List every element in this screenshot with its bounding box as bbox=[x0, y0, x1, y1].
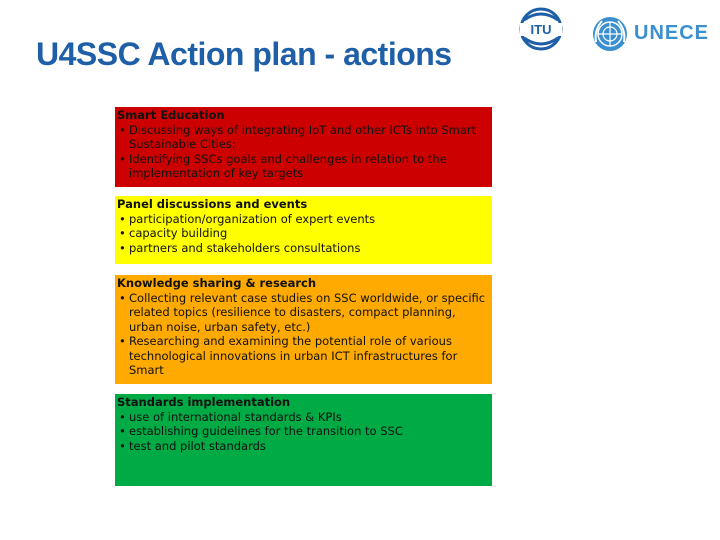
action-bullet-list bbox=[117, 212, 490, 256]
action-box-title: Smart Education bbox=[117, 108, 225, 122]
action-bullet: • participation/organization of expert events bbox=[117, 212, 490, 227]
action-bullet: • Identifying SSCs goals and challenges in relation to the implementation of key targets bbox=[117, 152, 490, 181]
action-bullet: • establishing guidelines for the transition to SSC bbox=[117, 424, 490, 439]
itu-logo bbox=[516, 6, 566, 52]
unece-logo-text: UNECE bbox=[634, 22, 710, 44]
action-bullet: • partners and stakeholders consultations bbox=[117, 241, 490, 256]
action-bullet: • capacity building bbox=[117, 226, 490, 241]
action-bullet: • use of international standards & KPIs bbox=[117, 410, 490, 425]
action-bullet-list bbox=[117, 123, 490, 181]
action-bullet-list bbox=[117, 291, 490, 378]
action-box-smart-education bbox=[115, 107, 492, 187]
action-bullet: • Researching and examining the potential role of various technological innovations in urban ICT infrastructures for Smart bbox=[117, 334, 490, 378]
action-box-title: Knowledge sharing & research bbox=[117, 276, 317, 290]
action-box-title: Standards implementation bbox=[117, 395, 291, 409]
action-bullet: • test and pilot standards bbox=[117, 439, 490, 454]
action-bullet-list bbox=[117, 410, 490, 454]
un-emblem-logo bbox=[590, 14, 630, 54]
action-box-panel-discussions bbox=[115, 196, 492, 264]
itu-logo-text: ITU bbox=[530, 22, 552, 37]
action-box-standards-implementation bbox=[115, 394, 492, 486]
action-box-knowledge-sharing bbox=[115, 275, 492, 384]
action-box-title: Panel discussions and events bbox=[117, 197, 308, 211]
action-bullet: • Discussing ways of integrating IoT and other ICTs into Smart Sustainable Cities; bbox=[117, 123, 490, 152]
page-title: U4SSC Action plan - actions bbox=[36, 36, 452, 72]
action-bullet: • Collecting relevant case studies on SSC worldwide, or specific related topics (resilience to disasters, compact planning, urban noise, urban safety, etc.) bbox=[117, 291, 490, 335]
